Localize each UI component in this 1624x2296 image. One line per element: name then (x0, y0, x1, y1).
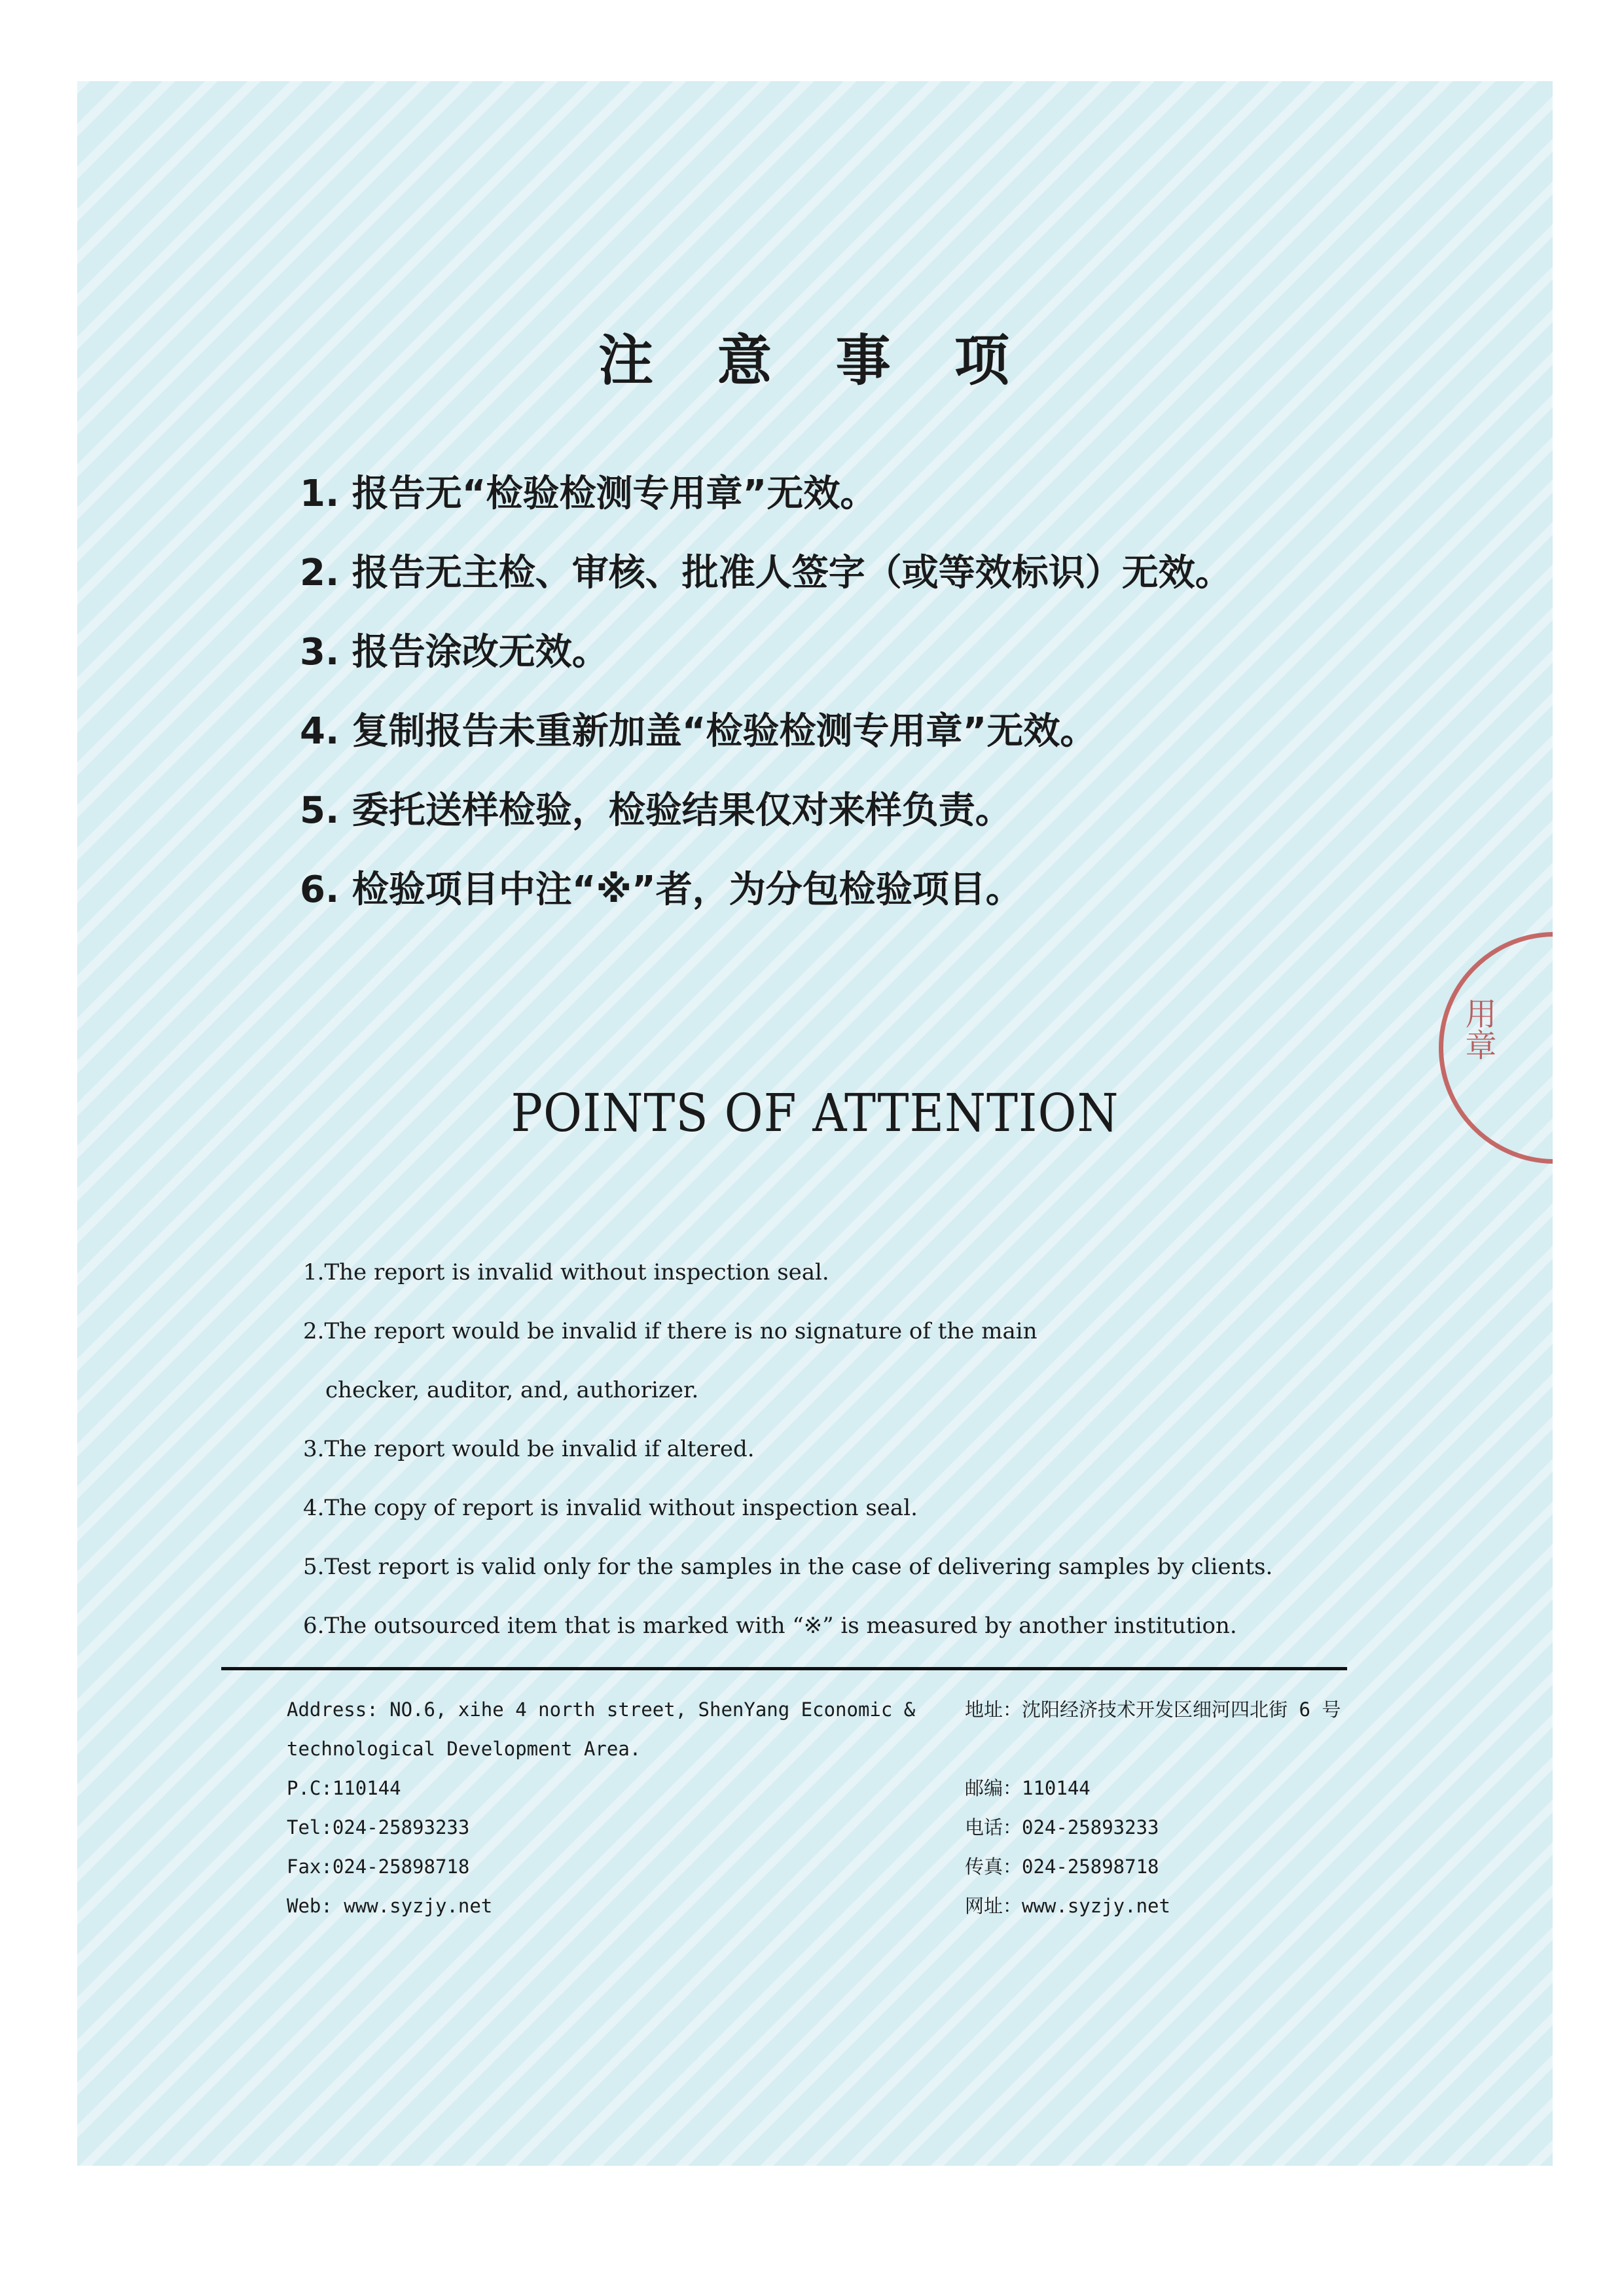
address-en-line1: Address: NO.6, xihe 4 north street, ShenYang Economic & (287, 1698, 916, 1721)
fax-en: Fax:024-25898718 (287, 1856, 470, 1878)
notice-item-en: 6.The outsourced item that is marked with “※” is measured by another institution. (303, 1613, 1237, 1639)
tel-en: Tel:024-25893233 (287, 1816, 470, 1839)
notice-item-en: 2.The report would be invalid if there is no signature of the main (303, 1318, 1038, 1344)
notice-list-cn (300, 454, 1478, 929)
notice-list-en (303, 1243, 1547, 1655)
notice-item-cn: 1. 报告无“检验检测专用章”无效。 (300, 473, 877, 515)
postcode-cn: 邮编：110144 (965, 1777, 1091, 1799)
notice-title-cn: 注 意 事 项 (598, 328, 1032, 393)
notice-item-cn: 4. 复制报告未重新加盖“检验检测专用章”无效。 (300, 710, 1097, 753)
notice-item-en: 5.Test report is valid only for the samples in the case of delivering samples by clients. (303, 1554, 1273, 1580)
notice-item-cn: 2. 报告无主检、审核、批准人签字（或等效标识）无效。 (300, 552, 1232, 594)
notice-item-cn: 6. 检验项目中注“※”者，为分包检验项目。 (300, 869, 1022, 911)
report-notice-page (77, 81, 1553, 2166)
notice-item-cn: 5. 委托送样检验，检验结果仅对来样负责。 (300, 789, 1012, 832)
notice-item-en: 3.The report would be invalid if altered. (303, 1436, 755, 1462)
notice-item-en: 4.The copy of report is invalid without inspection seal. (303, 1495, 918, 1521)
web-en: Web: www.syzjy.net (287, 1895, 493, 1917)
contact-block-en (287, 1690, 941, 1926)
address-cn: 地址：沈阳经济技术开发区细河四北街 6 号 (965, 1698, 1341, 1721)
contact-spacer (965, 1729, 1489, 1768)
notice-item-en-continued: checker, auditor, and, authorizer. (325, 1377, 699, 1403)
notice-item-en: 1.The report is invalid without inspection seal. (303, 1259, 829, 1285)
seal-text: 用章 (1460, 997, 1496, 1060)
notice-title-en: POINTS OF ATTENTION (511, 1083, 1119, 1143)
footer-divider (221, 1667, 1347, 1670)
notice-item-cn: 3. 报告涂改无效。 (300, 631, 609, 673)
web-cn: 网址：www.syzjy.net (965, 1895, 1170, 1917)
address-en-line2: technological Development Area. (287, 1738, 641, 1760)
tel-cn: 电话：024-25893233 (965, 1816, 1159, 1839)
fax-cn: 传真：024-25898718 (965, 1856, 1159, 1878)
contact-block-cn (965, 1690, 1489, 1926)
postcode-en: P.C:110144 (287, 1777, 401, 1799)
